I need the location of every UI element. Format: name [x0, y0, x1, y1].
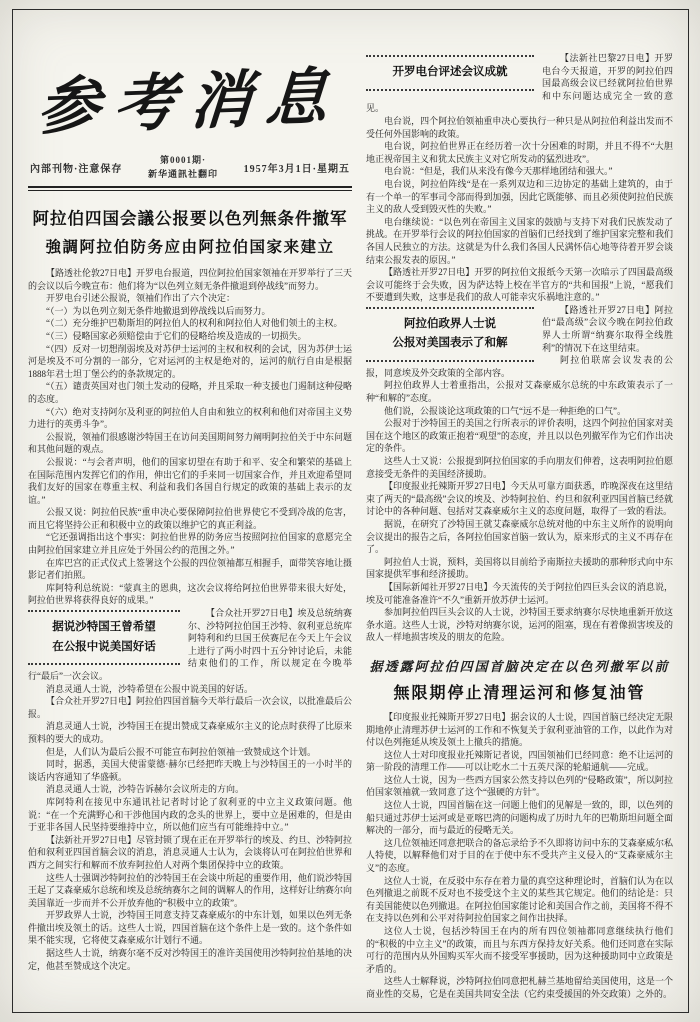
body-paragraph: 【合众社开罗27日电】埃及总统纳赛尔、沙特阿拉伯国王沙特、叙利亚总统库阿特利和约旦国王侯赛尼在今天上午会议上进行了两小时四十五分钟讨论后，未能结束他们的工作，所以规定在今晚举行“最后”一次会议。	[28, 608, 352, 681]
body-paragraph: 库阿特利在接见中东通讯社记者时讨论了叙利亚的中立主义政策问题。他说：“在一个充满野心和干涉他国内政的念头的世界上，要中立是困难的，但是由于亚非各国人民坚持要维持中立，所以他们应当有可能维持中立。”	[28, 796, 352, 833]
body-paragraph: 公报说，领袖们很感谢沙特国王在访问美国期间努力阐明阿拉伯关于中东问题和其他问题的观点。	[28, 431, 353, 455]
body-paragraph: 【印度报业托辣斯开罗27日电】据会议的人士说，四国首脑已经决定无限期地停止清理苏伊士运河的工作和不恢复关于叙利亚油管的工作，以此作为对付以色列拖延从埃及领土上撤兵的措施。	[366, 711, 673, 748]
body-paragraph: 阿拉伯人士说，预料，美国将以目前给予南斯拉夫援助的那种形式向中东国家提供军事和经济援助。	[366, 556, 673, 580]
body-paragraph: 【路透社开罗27日电】阿拉伯“最高级”会议今晚在阿拉伯政界人士所谓“纳赛尔取得全线胜利”的情况下在这里结束。	[542, 304, 673, 353]
inset-headline-line1: 开罗电台评述会议成就	[392, 66, 508, 78]
body-paragraph: 开罗政界人士说，沙特国王同意支持艾森豪威尔的中东计划，如果以色列无条件撤出埃及领土的话。这些人士说，四国首脑在这个条件上是一致的。这个条件如果不能实现，它将使艾森豪威尔计划行不通。	[28, 910, 353, 946]
body-paragraph: 阿拉伯联席会议发表的公报，同意埃及外交政策的全部内容。	[366, 355, 673, 378]
article1-headline-line2: 強調阿拉伯防务应由阿拉伯国家来建立	[45, 239, 335, 256]
body-paragraph: 据说，在研究了沙特国王就艾森豪威尔总统对他的中东主义所作的说明向会议提出的报告之后，各阿拉伯国家首脑一致认为，原来形式的主义不再存在了。	[366, 518, 673, 555]
body-paragraph: “它还强调指出这个事实：阿拉伯世界的防务应当按照阿拉伯国家的意愿完全由阿拉伯国家建立并且应处于外国公约的范围之外。”	[28, 532, 352, 556]
body-paragraph: 库阿特利总统说：“蒙真主的恩典，这次会议将给阿拉伯世界带来很大好处，阿拉伯世界将获得良好的成果。”	[28, 582, 352, 606]
classification-label: 內部刊物·注意保存	[30, 164, 123, 175]
body-paragraph: 他们说，公报谈论这项政策的口气“远不是一种拒绝的口气”。	[384, 405, 626, 416]
right-column	[366, 52, 673, 1000]
body-paragraph: 参加阿拉伯四巨头会议的人士说，沙特国王要求纳赛尔尽快地重新开放这条水道。这些人士说，沙特对纳赛尔说，运河的阻塞，现在有着像损害埃及的敌人一样地损害埃及的朋友的危险。	[366, 607, 673, 643]
body-paragraph: 电台说，阿拉伯阵线“是在一系列双边和三边协定的基础上建筑的，由于有一个单一的军事司令部而得到加强，因此它既能够、而且必须使阿拉伯民族主义的敌人受到毁灭性的失败。”	[366, 178, 673, 215]
body-paragraph: 电台说，阿拉伯世界正在经历着一次十分困难的时期，并且不得不“大胆地正视帝国主义和犹太民族主义对它所发动的猛烈进攻”。	[366, 141, 673, 164]
body-paragraph: “（三）侵略国家必须赔偿由于它们的侵略给埃及造成的一切损失。	[46, 330, 307, 341]
article2-kicker: 据透露阿拉伯四国首脑决定在以色列撤军以前	[369, 659, 670, 675]
body-paragraph: 这些人士强调沙特阿拉伯的沙特国王在会谈中所起的重要作用，他们说沙特国王起了艾森豪威尔总统和埃及总统纳赛尔之间的调解人的作用，这样好让纳赛尔向美国靠近一步而并不公开放弃他的“积极中立的政策”。	[28, 872, 353, 908]
body-paragraph: 【国际新闻社开罗27日电】今天流传的关于阿拉伯四巨头会议的消息说，埃及可能准备准许“不久”重新开放苏伊士运河。	[366, 581, 673, 605]
body-paragraph: 在库巴宫的正式仪式上签署这个公报的四位领袖都互相握手，面带笑容地让摄影记者们拍照。	[28, 557, 353, 581]
body-paragraph: 【合众社开罗27日电】阿拉伯四国首脑今天举行最后一次会议，以批准最后公报。	[28, 696, 353, 719]
body-paragraph: “（二）充分维护巴勒斯坦的阿拉伯人的权利和阿拉伯人对他们领土的主权。	[46, 318, 343, 329]
body-paragraph: 这位人士说，因为一些西方国家公然支持以色列的“侵略政策”，所以阿拉伯国家领袖就一致同意了这个“强硬的方针”。	[366, 774, 673, 798]
body-paragraph: 但是，人们认为最后公报不可能宣布阿拉伯领袖一致赞成这个计划。	[46, 746, 317, 757]
body-paragraph: 这些人士又说：公报提到阿拉伯国家的手向朋友们伸着，这表明阿拉伯愿意接受无条件的美国经济援助。	[366, 456, 673, 479]
body-paragraph: 这位人士说，在反驳中东存在着力量的真空这种理论时，首脑们认为在以色列撤退之前既不反对也不接受这个主义的某些其它规定。他们的结论是：只有美国能使以色列撤退。在阿拉伯国家能讨论和美国合作之前，美国将不得不在支持以色列和公平对待阿拉伯国家之间作出抉择。	[366, 875, 673, 924]
body-paragraph: 【法新社巴黎27日电】开罗电台今天报道，开罗的阿拉伯四国最高级会议已经就阿拉伯世界和中东问题达成完全一致的意见。	[366, 53, 673, 114]
body-paragraph: 【印度报业托辣斯开罗27日电】今天从可靠方面获悉，昨晚深夜在这里结束了两天的“最高级”会议的埃及、沙特阿拉伯、约旦和叙利亚四国首脑已经就讨论中的各种问题、包括对艾森豪威尔主义的态度问题，取得了一致的看法。	[366, 481, 673, 517]
body-paragraph: 消息灵通人士说，沙特希望在公报中说美国的好话。	[46, 683, 254, 694]
body-paragraph: 阿拉伯政界人士着重指出，公报对艾森豪威尔总统的中东政策表示了一种“和解的”态度。	[366, 380, 673, 404]
date-label: 1957年3月1日·星期五	[243, 164, 350, 175]
body-paragraph: 公报对于沙特国王的美国之行所表示的评价表明，这四个阿拉伯国家对美国在这个地区的政策正抱着“观望”的态度，并且以以色列撤军作为它们作出决定的条件。	[366, 418, 673, 454]
left-column	[28, 52, 352, 1000]
body-paragraph: 公报说：“与会者声明，他们的国家切望在有助于和平、安全和繁荣的基础上在国际范围内发挥它们的作用，伸出它们的手来同一切国家合作，并且欢迎希望同我们友好的国家在尊重主权、利益和我们各国自行规定的政策的基础上表示的友谊。”	[28, 456, 353, 505]
body-paragraph: 据这些人士说，纳赛尔毫不反对沙特国王的准许美国使用沙特阿拉伯基地的决定，他甚至赞成这个决定。	[28, 948, 353, 971]
body-paragraph: 消息灵通人士说，沙特告诉赫尔会议所走的方向。	[46, 784, 245, 795]
article1-headline-line1: 阿拉伯四国会議公报要以色列無条件撤军	[32, 210, 348, 228]
article1-body	[28, 267, 352, 972]
inset-headline-cairo-radio	[366, 55, 534, 91]
inset-headline-saud	[28, 610, 180, 665]
body-paragraph: 公报又说：阿拉伯民族“重申决心要保障阿拉伯世界使它不受到冷战的危害，而且它将坚持公正和积极中立的政策以维护它的真正利益。	[28, 507, 352, 530]
article1-headline-block	[28, 205, 352, 257]
body-paragraph: “（一）为以色列立刻无条件地撤退到停战线以后而努力。	[46, 305, 271, 316]
masthead-rule	[28, 186, 352, 191]
body-paragraph: 电台说：“但是，我们从来没有像今天那样地团结和强大。”	[384, 166, 613, 177]
article2-headline-block	[366, 656, 673, 703]
body-paragraph: “（五）谴责英国对也门领土发动的侵略，并且采取一种支援也门遏制这种侵略的态度。	[28, 381, 352, 404]
cairo-radio-article-body	[366, 52, 673, 644]
masthead	[28, 52, 352, 148]
printer-label: 新华通訊社翻印	[147, 168, 218, 179]
body-paragraph: 这几位领袖还同意把联合的备忘录给予不久即将访问中东的艾森豪威尔私人特使，以解释他们对于目的在于使中东不受共产主义侵入的“艾森豪威尔主义”的态度。	[366, 837, 673, 874]
masthead-info-row	[28, 154, 352, 181]
body-paragraph: “（六）绝对支持阿尔及利亚的阿拉伯人自由和独立的权利和他们对帝国主义势力进行的英勇斗争”。	[28, 406, 352, 430]
article2-body	[366, 711, 673, 1001]
inset-headline-line1: 据说沙特国王曾希望	[52, 621, 156, 634]
article2-headline: 無限期停止清理运河和修复油管	[393, 684, 646, 702]
inset-headline-arab-politicians	[366, 307, 534, 362]
body-paragraph: 这些人士解释说，沙特阿拉伯同意把札赫兰基地留给美国使用，这是一个商业性的交易，它是在美国共同安全法（它约束受援国的外交政策）之外的。	[366, 976, 673, 999]
body-paragraph: 电台继续说：“以色列在帝国主义国家的鼓励与支持下对我们民族发动了挑战。在开罗举行会议的阿拉伯国家的首脑们已经找到了维护国家完整和我们各国人民独立的方法。这就是为什么我们各国人民满怀信心地等待着开罗会谈结束公报发表的原因。”	[366, 216, 673, 265]
inset-headline-line1: 阿拉伯政界人士说	[404, 317, 496, 330]
body-paragraph: 这位人士说，包括沙特国王在内的所有四位领袖都同意继续执行他们的“积极的中立主义”的政策，而且与东西方保持友好关系。他们还同意在实际可行的范围内从外国购买军火而不接受军事援助，因为这种援助同中立政策是矛盾的。	[366, 926, 673, 974]
inset-headline-line2: 公报对美国表示了和解	[392, 337, 508, 350]
body-paragraph: 【法新社开罗27日电】尽管封锁了现在正在开罗举行的埃及、约旦、沙特阿拉伯和叙利亚四国首脑会议的消息，消息灵通人士认为，会谈将认可在阿拉伯世界和西方之间实行和解而不放弃阿拉伯人对两个集团保持中立的政策。	[28, 834, 353, 870]
body-paragraph: 【路透社开罗27日电】开罗的阿拉伯文报纸今天第一次暗示了四国最高级会议可能终于会失败，因为萨达特上校在半官方的“共和国报”上说，“愿我们不要遭到失败，这事是我们的敌人可能幸灾乐祸地注意的。”	[366, 267, 673, 303]
body-paragraph: “（四）反对一切想削弱埃及对苏伊士运河的主权和权利的会试，因为苏伊士运河是埃及不可分割的一部分，它对运河的主权是绝对的，运河的航行自由是根据1888年君士坦丁堡公约的条款规定的。	[28, 343, 352, 379]
issue-printer-block	[148, 154, 218, 181]
masthead-title: 参考消息	[35, 59, 345, 144]
body-paragraph: 这位人士对印度报业托辣斯记者说，四国领袖们已经同意：绝不让运河的第一阶段的清理工作——可以让吃水二十五英尺深的轮船通航——完成。	[366, 749, 673, 773]
issue-number: 第0001期·	[159, 155, 206, 165]
inset-headline-line2: 在公报中说美国好话	[52, 640, 156, 653]
body-paragraph: 同时，据悉，美国大使雷蒙德·赫尔已经把昨天晚上与沙特国王的一小时半的谈话内容通知了华盛顿。	[28, 759, 352, 782]
body-paragraph: 开罗电台引述公报说，领袖们作出了六个决定：	[46, 293, 236, 304]
body-paragraph: 电台说，四个阿拉伯领袖重申决心要执行一种只是从阿拉伯利益出发而不受任何外国影响的政策。	[366, 115, 673, 139]
body-paragraph: 消息灵通人士说，沙特国王在提出赞成艾森豪威尔主义的论点时获得了比原来预料的要大的成功。	[28, 721, 353, 744]
page-content	[13, 10, 688, 1012]
body-paragraph: 这位人士说，四国首脑在这一问题上他们的见解是一致的，即，以色列的船只通过苏伊士运河或是亚喀巴湾的问题构成了历时九年的巴勒斯坦问题全面解决的一部分，而与最近的侵略无关。	[366, 800, 673, 836]
body-paragraph: 【路透社伦敦27日电】开罗电台报道，四位阿拉伯国家领袖在开罗举行了三天的会议以后今晚宣布：他们将为“以色列立刻无条件撤退到停战线”而努力。	[28, 268, 353, 291]
